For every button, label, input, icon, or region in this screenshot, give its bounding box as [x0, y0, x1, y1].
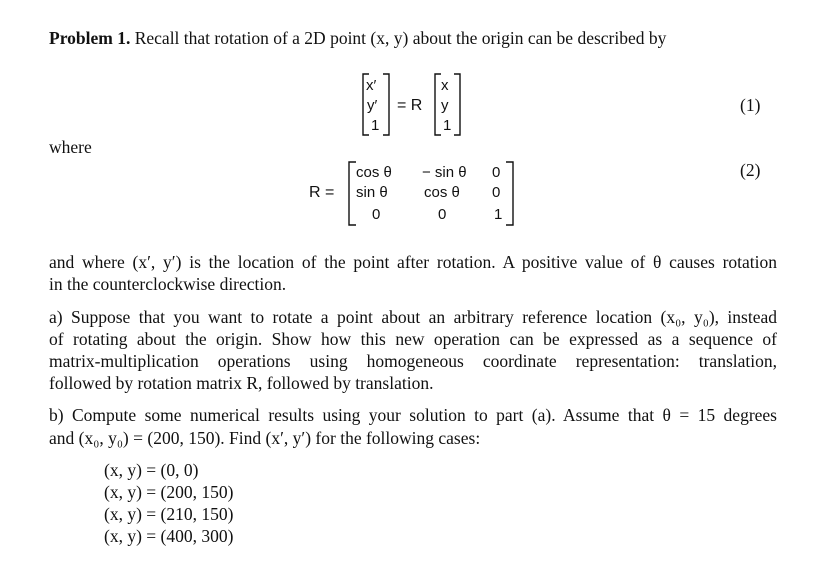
part-a-line4: followed by rotation matrix R, followed by translation.	[49, 373, 434, 393]
eq2-lhs: R =	[309, 184, 335, 201]
problem-label: Problem 1.	[49, 28, 131, 48]
eq2-r1c2: − sin θ	[422, 164, 467, 181]
eq1-operator: = R	[397, 97, 423, 114]
eq1-lhs-y: y′	[367, 97, 378, 114]
eq2-r3c1: 0	[372, 206, 381, 223]
case-item: (x, y) = (0, 0)	[104, 460, 199, 480]
where-label: where	[49, 137, 92, 157]
eq1-number: (1)	[740, 95, 761, 115]
para1-line2: in the counterclockwise direction.	[49, 274, 287, 294]
part-a-line2: of rotating about the origin. Show how this new operation can be expressed as a sequence of	[49, 329, 777, 349]
eq2-r1c1: cos θ	[356, 164, 392, 181]
eq2-r3c3: 1	[494, 206, 503, 223]
part-a-line3: matrix-multiplication operations using homogeneous coordinate representation: translation,	[49, 351, 777, 371]
part-b-line1: b) Compute some numerical results using your solution to part (a). Assume that θ = 15 degrees	[49, 405, 777, 425]
case-item: (x, y) = (210, 150)	[104, 504, 234, 524]
eq1-rhs-1: 1	[443, 117, 452, 134]
eq2-r2c3: 0	[492, 184, 501, 201]
para1-line1: and where (x′, y′) is the location of the point after rotation. A positive value of θ causes rotation	[49, 252, 777, 272]
problem-intro: Recall that rotation of a 2D point (x, y) about the origin can be described by	[134, 28, 667, 48]
case-item: (x, y) = (200, 150)	[104, 482, 234, 502]
eq2-r2c1: sin θ	[356, 184, 388, 201]
part-a-line1: a) Suppose that you want to rotate a point about an arbitrary reference location (x₀, y₀), instead	[49, 307, 777, 327]
eq2-number: (2)	[740, 160, 761, 180]
part-b-line2: and (x₀, y₀) = (200, 150). Find (x′, y′) for the following cases:	[49, 428, 481, 448]
eq1-lhs-1: 1	[371, 117, 380, 134]
eq1-rhs-x: x	[441, 77, 449, 94]
eq1-lhs-x: x′	[366, 77, 377, 94]
eq2-r3c2: 0	[438, 206, 447, 223]
eq2-r2c2: cos θ	[424, 184, 460, 201]
eq1-rhs-y: y	[441, 97, 449, 114]
case-item: (x, y) = (400, 300)	[104, 526, 234, 546]
eq2-r1c3: 0	[492, 164, 501, 181]
